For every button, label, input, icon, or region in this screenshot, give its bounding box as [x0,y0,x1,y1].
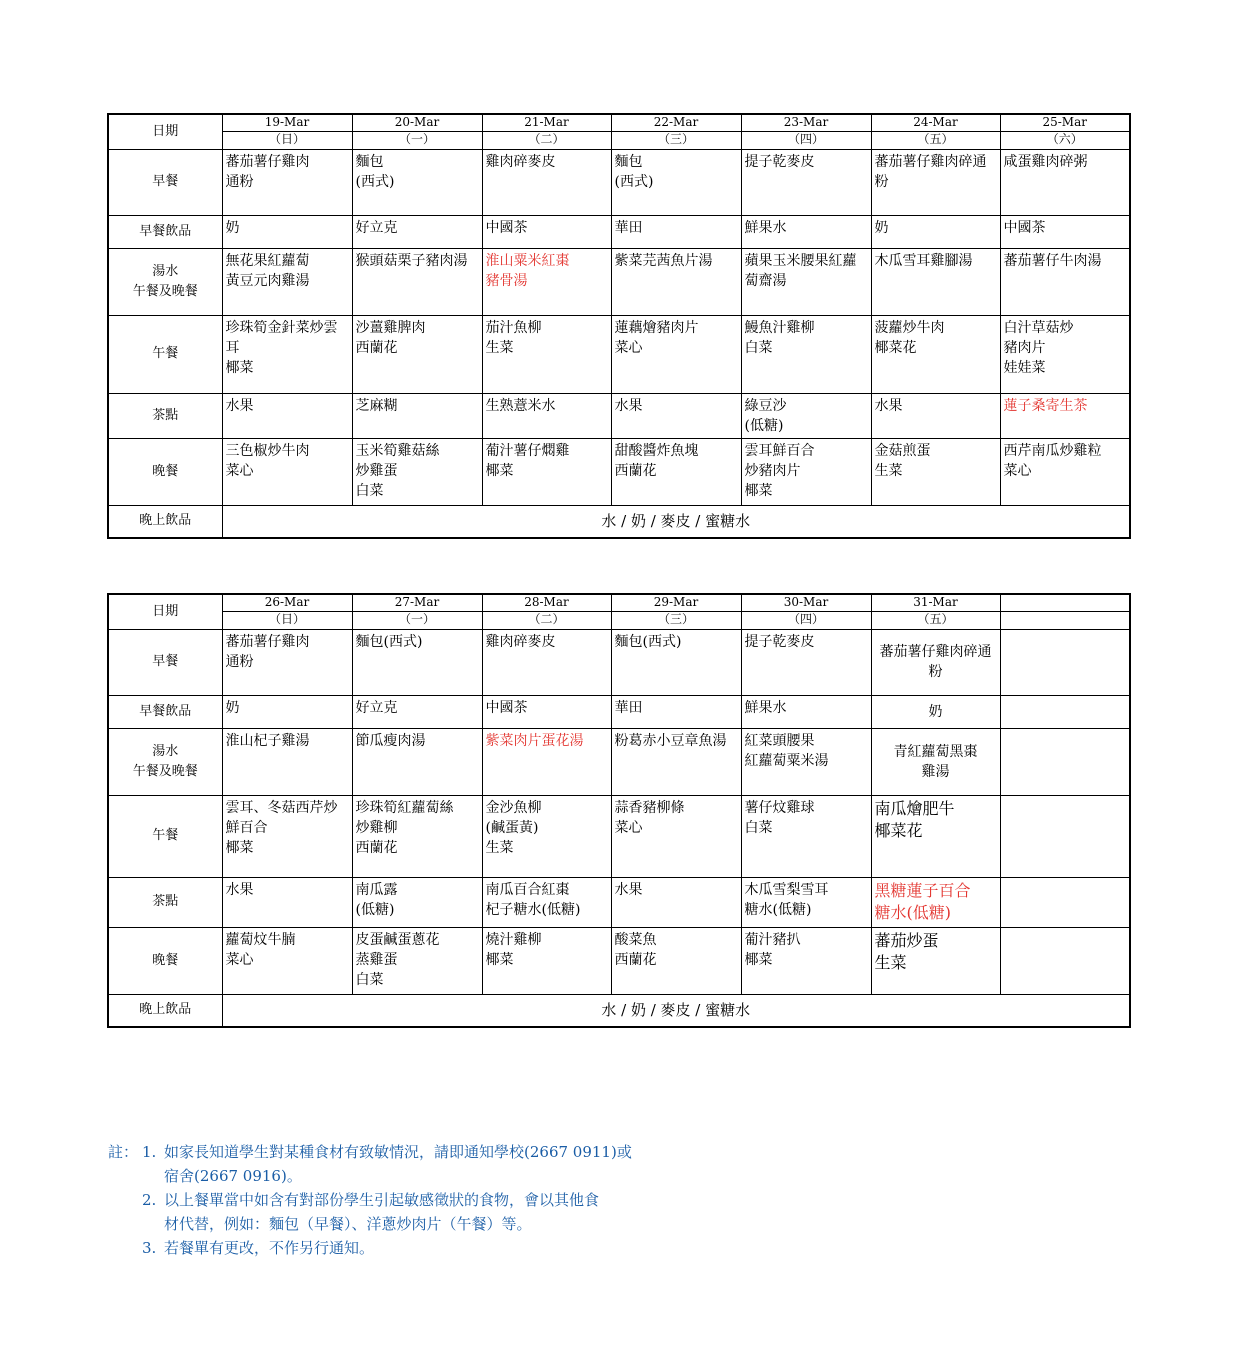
menu-cell: 白汁草菇炒 豬肉片 娃娃菜 [1000,315,1130,393]
dinner-row [108,927,1130,994]
lunch-row [108,315,1130,393]
menu-cell-highlight: 蓮子桑寄生茶 [1000,393,1130,438]
menu-cell: 菠蘿炒牛肉 椰菜花 [871,315,1000,393]
note-item [108,1188,632,1212]
date-cell [482,594,611,629]
date-value: 29-Mar [612,595,741,612]
weekday-value: （二） [528,132,565,146]
menu-cell: 好立克 [352,695,482,728]
date-value: 21-Mar [483,115,611,132]
menu-cell: 蘋果玉米腰果紅蘿 蔔齋湯 [741,248,871,315]
breakfast-label: 早餐 [108,629,222,695]
weekday-value: （一） [398,612,435,626]
menu-cell [1000,695,1130,728]
menu-cell: 水果 [871,393,1000,438]
menu-cell: 蕃茄薯仔雞肉碎通 粉 [871,629,1000,695]
date-cell [222,114,352,149]
menu-cell: 中國茶 [1000,215,1130,248]
menu-cell: 蕃茄炒蛋 生菜 [871,927,1000,994]
menu-cell: 中國茶 [482,215,611,248]
weekday-value: （一） [398,132,435,146]
menu-cell: 酸菜魚 西蘭花 [611,927,741,994]
menu-cell: 燒汁雞柳 椰菜 [482,927,611,994]
menu-cell: 葡汁薯仔燜雞 椰菜 [482,438,611,505]
menu-cell: 西芹南瓜炒雞粒 菜心 [1000,438,1130,505]
breakfast-row [108,149,1130,215]
note-text: 如家長知道學生對某種食材有致敏情況，請即通知學校(2667 0911)或 [164,1143,632,1161]
menu-cell: 木瓜雪耳雞腳湯 [871,248,1000,315]
night-drink-label: 晚上飲品 [108,994,222,1027]
date-value: 20-Mar [353,115,482,132]
date-cell [1000,594,1130,629]
note-text: 以上餐單當中如含有對部份學生引起敏感徵狀的食物，會以其他食 [164,1191,600,1209]
menu-cell: 鮮果水 [741,215,871,248]
menu-cell: 鮮果水 [741,695,871,728]
menu-cell: 雲耳、冬菇西芹炒 鮮百合 椰菜 [222,795,352,877]
snack-label: 茶點 [108,393,222,438]
menu-cell: 紫菜芫茜魚片湯 [611,248,741,315]
date-cell [741,114,871,149]
notes [108,1140,632,1260]
menu-cell-highlight: 淮山粟米紅棗 豬骨湯 [482,248,611,315]
menu-cell: 蕃茄薯仔雞肉 通粉 [222,149,352,215]
date-value: 28-Mar [483,595,611,612]
note-text-continued: 材代替，例如：麵包（早餐）、洋蔥炒肉片（午餐）等。 [164,1215,532,1233]
menu-cell: 水果 [611,393,741,438]
breakfast-row [108,629,1130,695]
date-cell [871,114,1000,149]
menu-cell: 三色椒炒牛肉 菜心 [222,438,352,505]
menu-cell: 雲耳鮮百合 炒豬肉片 椰菜 [741,438,871,505]
date-value: 19-Mar [223,115,352,132]
weekday-value [1001,612,1130,628]
lunch-label: 午餐 [108,795,222,877]
menu-cell: 芝麻糊 [352,393,482,438]
weekday-value: （五） [917,132,954,146]
menu-cell: 甜酸醬炸魚塊 西蘭花 [611,438,741,505]
menu-cell: 蓮藕燴豬肉片 菜心 [611,315,741,393]
menu-cell: 薯仔炆雞球 白菜 [741,795,871,877]
night-drink-label: 晚上飲品 [108,505,222,538]
date-value: 24-Mar [872,115,1000,132]
menu-cell: 蘿蔔炆牛腩 菜心 [222,927,352,994]
menu-cell-highlight: 黑糖蓮子百合 糖水(低糖) [871,877,1000,927]
note-item [108,1236,632,1260]
menu-cell: 蕃茄薯仔牛肉湯 [1000,248,1130,315]
dinner-row [108,438,1130,505]
snack-label: 茶點 [108,877,222,927]
weekday-value: （五） [917,612,954,626]
menu-cell: 淮山杞子雞湯 [222,728,352,795]
menu-cell: 茄汁魚柳 生菜 [482,315,611,393]
date-cell [352,114,482,149]
date-value: 26-Mar [223,595,352,612]
weekday-value: （日） [268,132,305,146]
menu-cell: 奶 [222,215,352,248]
menu-cell: 生熟薏米水 [482,393,611,438]
menu-cell: 奶 [871,695,1000,728]
date-cell [741,594,871,629]
night-drink-value: 水 / 奶 / 麥皮 / 蜜糖水 [222,994,1130,1027]
date-cell [611,594,741,629]
menu-cell: 皮蛋鹹蛋蔥花 蒸雞蛋 白菜 [352,927,482,994]
menu-cell: 中國茶 [482,695,611,728]
menu-cell: 麵包 (西式) [352,149,482,215]
menu-cell [1000,629,1130,695]
menu-cell: 葡汁豬扒 椰菜 [741,927,871,994]
note-text: 若餐單有更改，不作另行通知。 [164,1239,375,1257]
weekday-value: （二） [528,612,565,626]
date-row [108,594,1130,629]
weekday-value: （六） [1046,132,1083,146]
note-text-continued: 宿舍(2667 0916)。 [164,1167,302,1185]
snack-row [108,877,1130,927]
breakfast-drink-row [108,695,1130,728]
menu-cell-highlight: 紫菜肉片蛋花湯 [482,728,611,795]
menu-cell: 水果 [222,393,352,438]
menu-cell: 金菇煎蛋 生菜 [871,438,1000,505]
menu-cell: 青紅蘿蔔黑棗 雞湯 [871,728,1000,795]
breakfast-label: 早餐 [108,149,222,215]
dinner-label: 晚餐 [108,927,222,994]
menu-cell: 珍珠筍金針菜炒雲 耳 椰菜 [222,315,352,393]
date-cell [1000,114,1130,149]
menu-cell: 南瓜露 (低糖) [352,877,482,927]
menu-cell: 好立克 [352,215,482,248]
date-value: 25-Mar [1001,115,1130,132]
menu-cell: 麵包(西式) [611,629,741,695]
lunch-row [108,795,1130,877]
menu-cell: 蒜香豬柳條 菜心 [611,795,741,877]
date-cell [482,114,611,149]
menu-cell [1000,795,1130,877]
menu-table-week1 [107,113,1131,539]
menu-cell: 珍珠筍紅蘿蔔絲 炒雞柳 西蘭花 [352,795,482,877]
menu-cell: 麵包 (西式) [611,149,741,215]
dinner-label: 晚餐 [108,438,222,505]
breakfast-drink-row [108,215,1130,248]
breakfast-drink-label: 早餐飲品 [108,215,222,248]
note-item [108,1140,632,1164]
weekday-value: （四） [787,132,824,146]
night-drink-value: 水 / 奶 / 麥皮 / 蜜糖水 [222,505,1130,538]
weekday-value: （四） [787,612,824,626]
menu-cell: 華田 [611,695,741,728]
menu-cell: 金沙魚柳 (鹹蛋黃) 生菜 [482,795,611,877]
breakfast-drink-label: 早餐飲品 [108,695,222,728]
soup-row [108,248,1130,315]
date-cell [222,594,352,629]
date-value: 30-Mar [742,595,871,612]
menu-cell: 奶 [871,215,1000,248]
lunch-label: 午餐 [108,315,222,393]
night-drink-row [108,994,1130,1027]
menu-cell: 雞肉碎麥皮 [482,149,611,215]
snack-row [108,393,1130,438]
menu-cell: 雞肉碎麥皮 [482,629,611,695]
weekday-value: （三） [657,612,694,626]
menu-cell: 南瓜燴肥牛 椰菜花 [871,795,1000,877]
date-label: 日期 [108,594,222,629]
date-row [108,114,1130,149]
soup-label: 湯水 午餐及晚餐 [108,728,222,795]
menu-cell [1000,927,1130,994]
menu-cell: 沙薑雞脾肉 西蘭花 [352,315,482,393]
date-label: 日期 [108,114,222,149]
date-value: 27-Mar [353,595,482,612]
menu-cell: 紅菜頭腰果 紅蘿蔔粟米湯 [741,728,871,795]
menu-cell: 蕃茄薯仔雞肉 通粉 [222,629,352,695]
weekday-value: （日） [268,612,305,626]
soup-row [108,728,1130,795]
note-number: 2. [142,1191,157,1209]
date-value: 22-Mar [612,115,741,132]
date-cell [352,594,482,629]
date-value [1001,595,1130,612]
menu-cell [1000,877,1130,927]
menu-cell [1000,728,1130,795]
menu-cell: 咸蛋雞肉碎粥 [1000,149,1130,215]
date-cell [611,114,741,149]
menu-cell: 綠豆沙 (低糖) [741,393,871,438]
date-value: 23-Mar [742,115,871,132]
menu-cell: 華田 [611,215,741,248]
menu-cell: 提子乾麥皮 [741,149,871,215]
menu-cell: 蕃茄薯仔雞肉碎通 粉 [871,149,1000,215]
menu-cell: 節瓜瘦肉湯 [352,728,482,795]
menu-cell: 提子乾麥皮 [741,629,871,695]
notes-prefix: 註： [108,1143,139,1161]
menu-cell: 鰻魚汁雞柳 白菜 [741,315,871,393]
note-number: 3. [142,1239,157,1257]
menu-cell: 水果 [222,877,352,927]
menu-cell: 無花果紅蘿蔔 黃豆元肉雞湯 [222,248,352,315]
menu-cell: 木瓜雪梨雪耳 糖水(低糖) [741,877,871,927]
menu-cell: 水果 [611,877,741,927]
soup-label: 湯水 午餐及晚餐 [108,248,222,315]
menu-cell: 玉米筍雞菇絲 炒雞蛋 白菜 [352,438,482,505]
menu-cell: 粉葛赤小豆章魚湯 [611,728,741,795]
menu-cell: 麵包(西式) [352,629,482,695]
menu-cell: 猴頭菇栗子豬肉湯 [352,248,482,315]
menu-cell: 奶 [222,695,352,728]
night-drink-row [108,505,1130,538]
menu-cell: 南瓜百合紅棗 杞子糖水(低糖) [482,877,611,927]
weekday-value: （三） [657,132,694,146]
date-value: 31-Mar [872,595,1000,612]
date-cell [871,594,1000,629]
menu-table-week2 [107,593,1131,1028]
note-number: 1. [142,1143,157,1161]
